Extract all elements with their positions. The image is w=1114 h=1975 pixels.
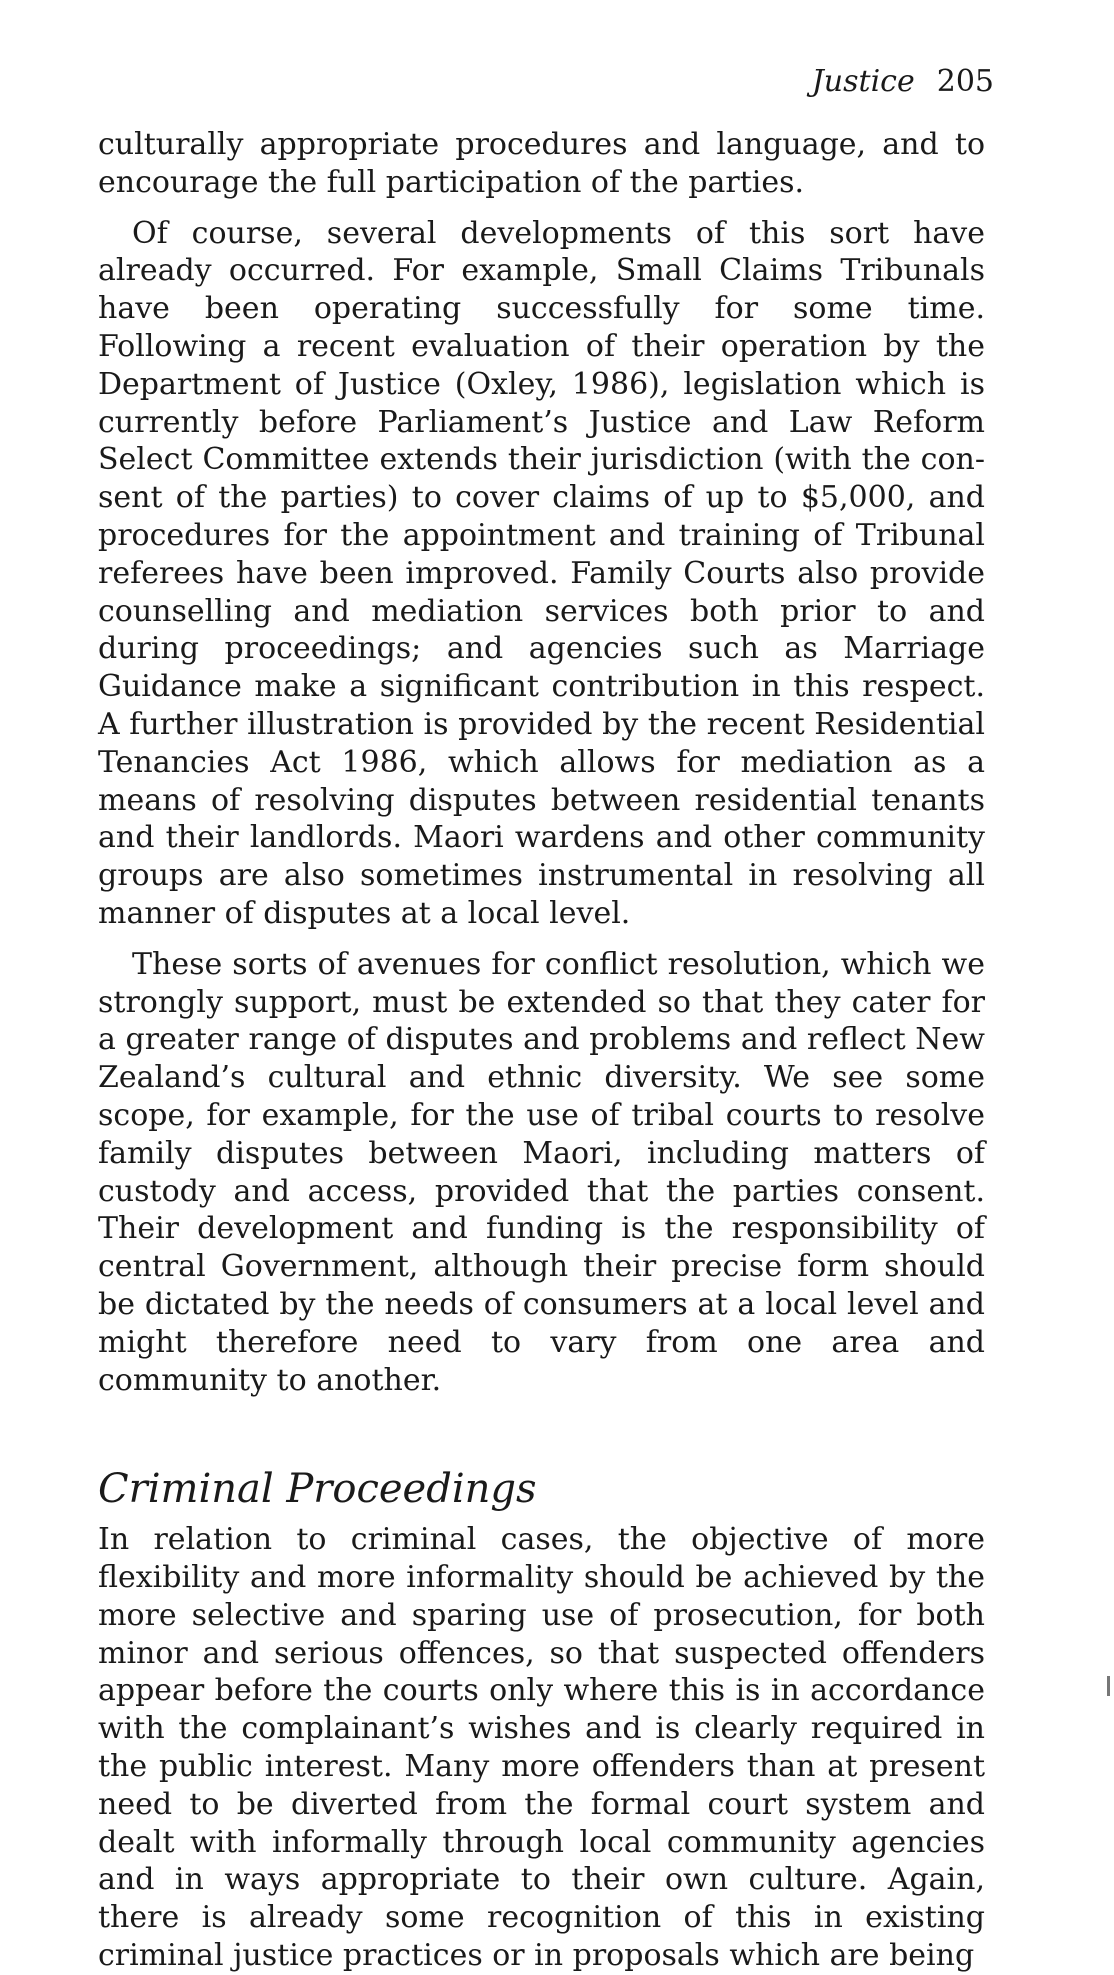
paragraph-avenues: These sorts of avenues for conflict resolution, which we strongly support, must be extended so that they cater for a greater range of disputes and problems and reflect New Zealand’s cultural and ethnic diversity. We see some scope, for example, for the use of tribal courts to resolve family disputes between Maori, including matters of custody and access, provided that the parties consent. Their development and funding is the responsibility of central Government, although their precise form should be dictated by the needs of consumers at a local level and might therefore need to vary from one area and community to another. xyxy=(98,946,985,1398)
section-heading: Criminal Proceedings xyxy=(98,1466,537,1513)
body-text xyxy=(98,126,985,1975)
paragraph-continued: culturally appropriate procedures and language, and to encourage the full participation of the parties. xyxy=(98,127,985,200)
running-head-title: Justice xyxy=(811,64,915,99)
running-head xyxy=(812,64,994,100)
paragraph-developments: Of course, several developments of this sort have already occurred. For example, Small Claims Tribunals have been operating successfully for some time. Following a recent evaluation of their operation by the Department of Justice (Oxley, 1986), legislation which is currently before Parliament’s Justice and Law Reform Select Committee extends their jurisdiction (with the consent of the parties) to cover claims of up to $5,000, and procedures for the appointment and training of Tribunal referees have been improved. Family Courts also provide counselling and mediation services both prior to and during proceedings; and agencies such as Marriage Guidance make a significant contribution in this respect. A further illustration is provided by the recent Residential Tenancies Act 1986, which allows for mediation as a means of resolving disputes between residential tenants and their landlords. Maori wardens and other community groups are also sometimes instrumental in resolving all manner of disputes at a local level. xyxy=(98,215,985,931)
paragraph-criminal-cases: In relation to criminal cases, the objective of more flexibility and more informality should be achieved by the more selective and sparing use of prosecution, for both minor and serious offences, so that suspected offenders appear before the courts only where this is in accordance with the complainant’s wishes and is clearly required in the public interest. Many more offenders than at present need to be diverted from the formal court system and dealt with informally through local community agencies and in ways appropriate to their own culture. Again, there is already some recognition of this in existing criminal justice practices or in proposals which are being xyxy=(98,1522,985,1974)
page-number: 205 xyxy=(936,64,994,99)
page-edge-mark xyxy=(1107,1676,1110,1696)
